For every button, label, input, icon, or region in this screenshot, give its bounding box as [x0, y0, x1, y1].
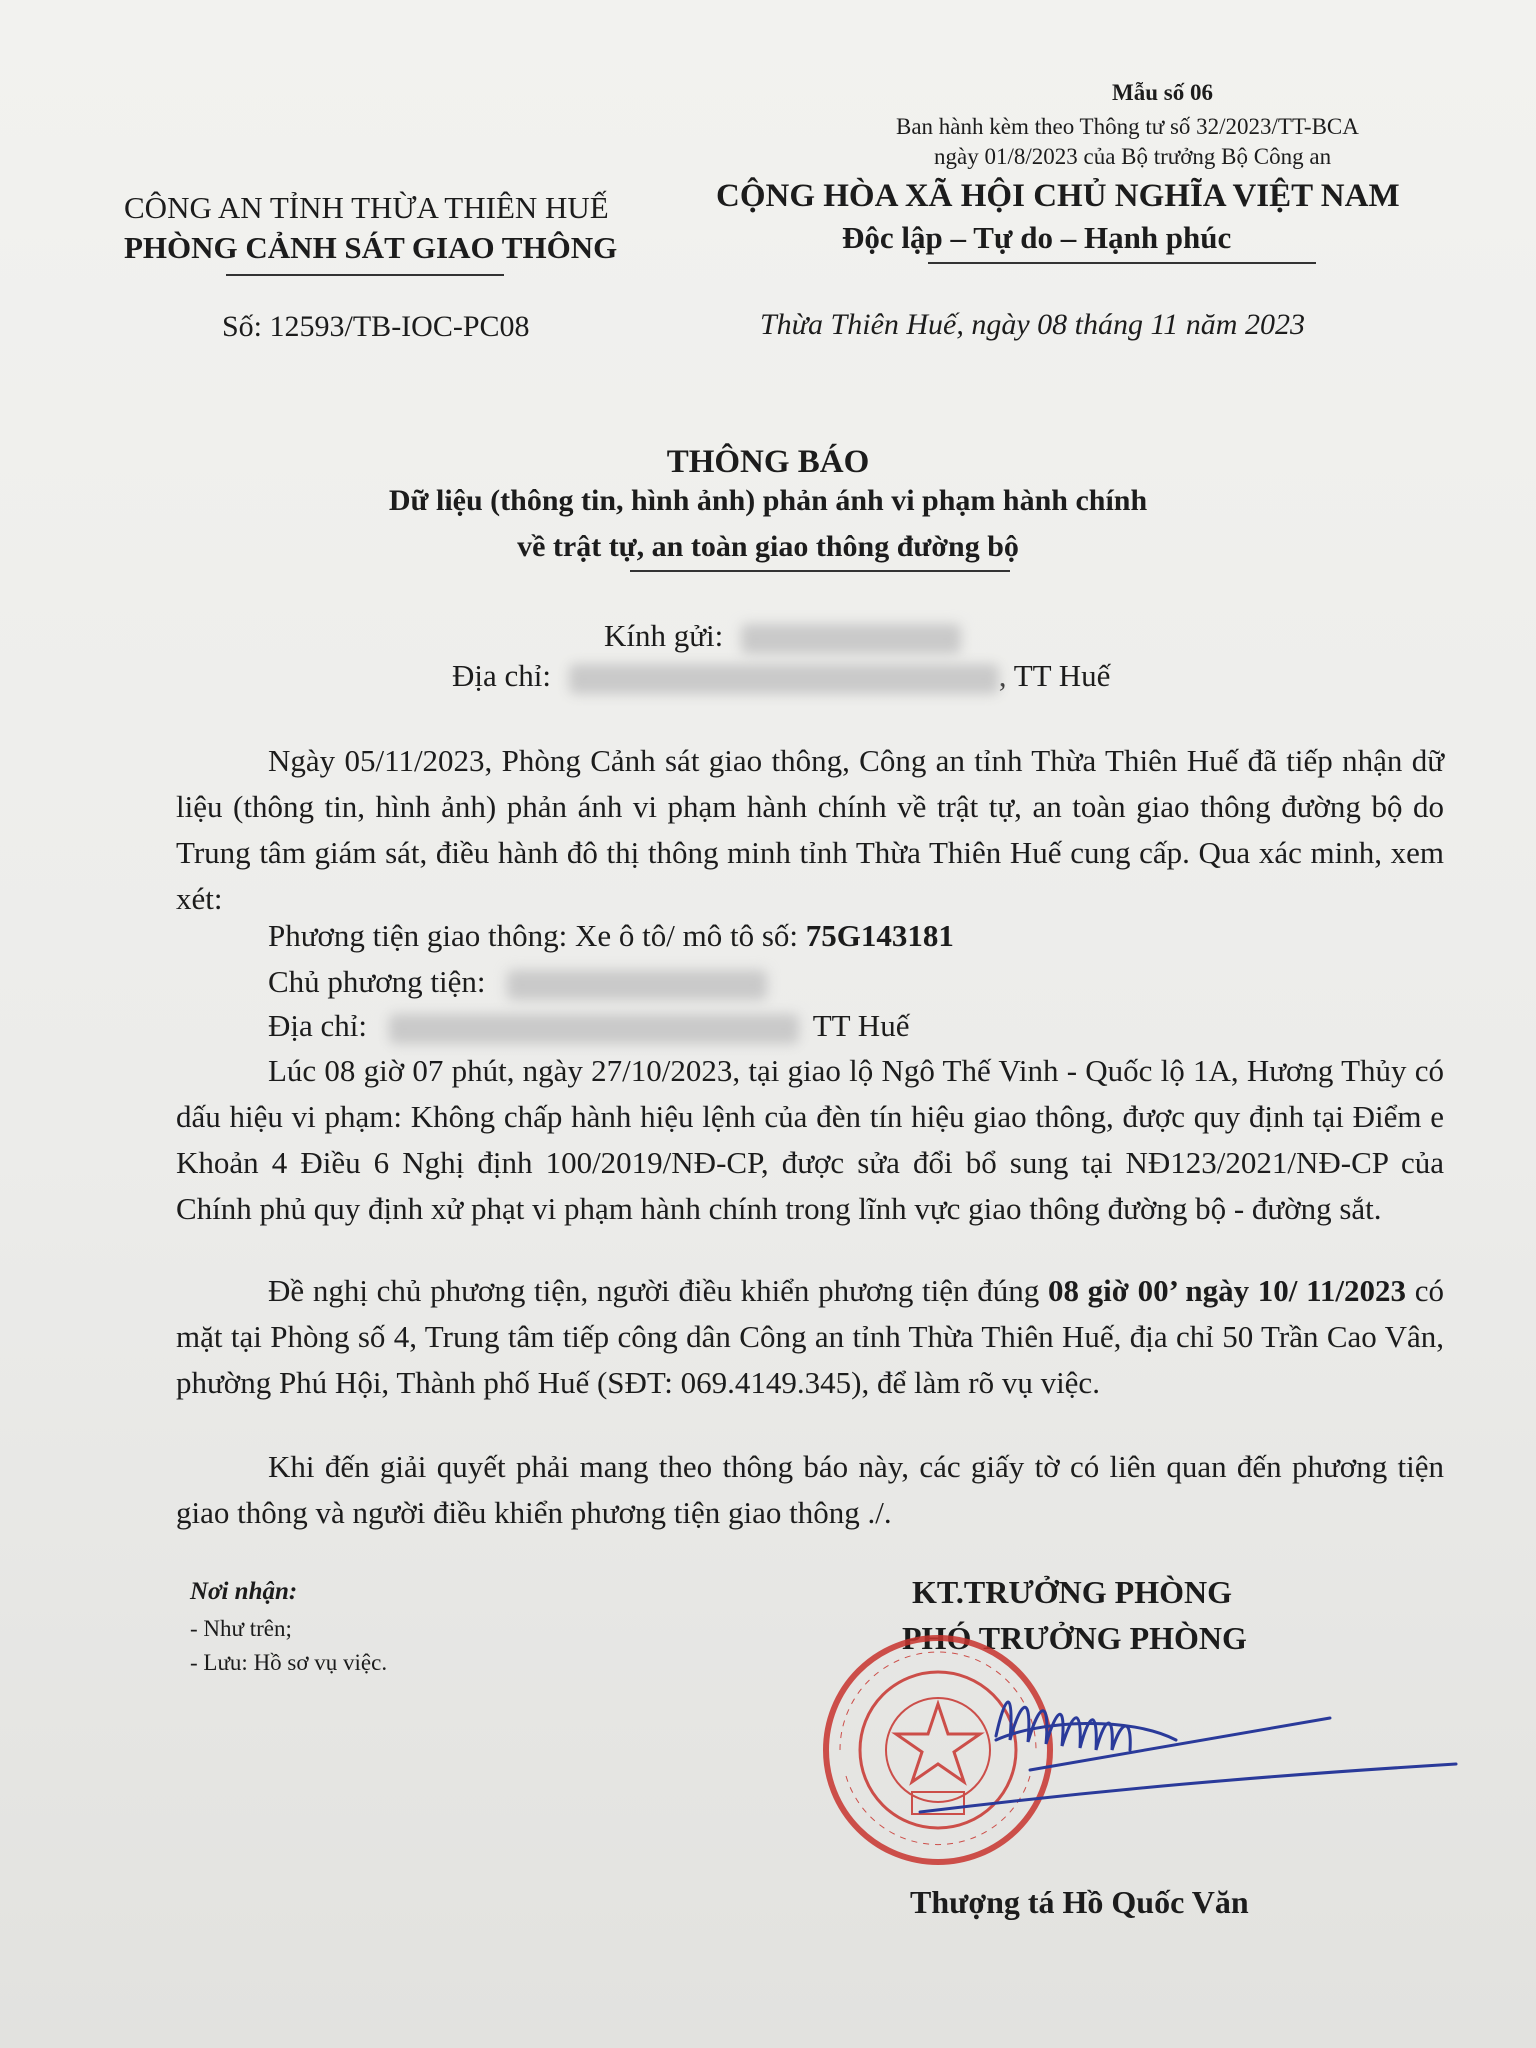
recipient-address-label: Địa chỉ: — [452, 658, 551, 693]
owner-label: Chủ phương tiện: — [268, 964, 486, 999]
notice-title: THÔNG BÁO — [666, 444, 870, 480]
vehicle-label: Phương tiện giao thông: Xe ô tô/ mô tô số: — [268, 918, 806, 953]
recipients-item-2: - Lưu: Hồ sơ vụ việc. — [190, 1650, 388, 1675]
form-issued-line2: ngày 01/8/2023 của Bộ trưởng Bộ Công an — [934, 144, 1332, 169]
nation-line1: CỘNG HÒA XÃ HỘI CHỦ NGHĨA VIỆT NAM — [716, 178, 1400, 214]
recipients-item-1: - Như trên; — [190, 1616, 292, 1641]
document-number: Số: 12593/TB-IOC-PC08 — [222, 310, 530, 343]
body-paragraph-4: Khi đến giải quyết phải mang theo thông báo này, các giấy tờ có liên quan đến phương tiện giao thông và người điều khiển phương tiện giao thông ./. — [176, 1449, 1444, 1530]
owner-address-redacted — [389, 1014, 799, 1044]
motto-underline — [928, 262, 1316, 264]
form-issued-line1: Ban hành kèm theo Thông tư số 32/2023/TT-BCA — [896, 114, 1359, 139]
owner-address-suffix: TT Huế — [812, 1008, 910, 1043]
body-paragraph-1: Ngày 05/11/2023, Phòng Cảnh sát giao thông, Công an tỉnh Thừa Thiên Huế đã tiếp nhận dữ liệu (thông tin, hình ảnh) phản ánh vi phạm hành chính về trật tự, an toàn giao thông đường bộ do Trung tâm giám sát, điều hành đô thị thông minh tỉnh Thừa Thiên Huế cung cấp. Qua xác minh, xem xét: — [176, 743, 1444, 916]
signature-title-2: PHÓ TRƯỞNG PHÒNG — [902, 1620, 1247, 1656]
notice-subtitle-1: Dữ liệu (thông tin, hình ảnh) phản ánh vi phạm hành chính — [388, 484, 1148, 517]
appointment-time: 08 giờ 00’ ngày 10/ 11/2023 — [1047, 1273, 1407, 1308]
owner-row — [268, 964, 767, 1000]
recipient-address-redacted — [569, 664, 999, 694]
body-paragraph-2: Lúc 08 giờ 07 phút, ngày 27/10/2023, tại giao lộ Ngô Thế Vinh - Quốc lộ 1A, Hương Thủy có dấu hiệu vi phạm: Không chấp hành hiệu lệnh của đèn tín hiệu giao thông, được quy định tại Điểm e Khoản 4 Điều 6 Nghị định 100/2019/NĐ-CP, được sửa đổi bổ sung tại NĐ123/2021/NĐ-CP của Chính phủ quy định xử phạt vi phạm hành chính trong lĩnh vực giao thông đường bộ - đường sắt. — [176, 1053, 1444, 1226]
body-paragraph-3 — [176, 1268, 1444, 1406]
agency-line2-text: PHÒNG CẢNH SÁT GIAO THÔNG — [124, 230, 618, 265]
owner-name-redacted — [507, 970, 767, 1000]
nation-motto: Độc lập – Tự do – Hạnh phúc — [842, 220, 1232, 255]
signature-title-1: KT.TRƯỞNG PHÒNG — [912, 1574, 1232, 1610]
owner-address-row — [268, 1008, 909, 1044]
license-plate: 75G143181 — [805, 918, 954, 953]
recipients-label: Nơi nhận: — [190, 1578, 298, 1605]
vehicle-row — [268, 918, 954, 954]
recipient-address-suffix: , TT Huế — [998, 658, 1111, 693]
recipient-name-redacted — [741, 624, 961, 654]
notice-subtitle-2: về trật tự, an toàn giao thông đường bộ — [517, 530, 1019, 563]
title-underline — [630, 570, 1010, 572]
p3-text-b: có mặt tại Phòng số 4, Trung tâm tiếp công dân Công an tỉnh Thừa Thiên Huế, địa chỉ 50 Trần Cao Vân, phường Phú Hội, Thành phố Huế (SĐT: 069.4149.345), để làm rõ vụ việc. — [176, 1273, 1444, 1400]
p3-text-a: Đề nghị chủ phương tiện, người điều khiển phương tiện đúng — [268, 1273, 1048, 1308]
recipient-address-row — [452, 658, 1110, 694]
agency-line2 — [124, 230, 617, 266]
agency-line1: CÔNG AN TỈNH THỪA THIÊN HUẾ — [124, 190, 609, 225]
seal-and-signature — [800, 1600, 1480, 1880]
owner-address-label: Địa chỉ: — [268, 1008, 367, 1043]
signer-name: Thượng tá Hồ Quốc Văn — [910, 1884, 1249, 1920]
document-date: Thừa Thiên Huế, ngày 08 tháng 11 năm 2023 — [760, 308, 1305, 341]
official-seal-icon — [826, 1638, 1050, 1862]
recipient-label: Kính gửi: — [604, 618, 724, 653]
agency-underline — [226, 274, 504, 276]
recipient-row — [604, 618, 961, 654]
form-number: Mẫu số 06 — [1112, 80, 1213, 105]
